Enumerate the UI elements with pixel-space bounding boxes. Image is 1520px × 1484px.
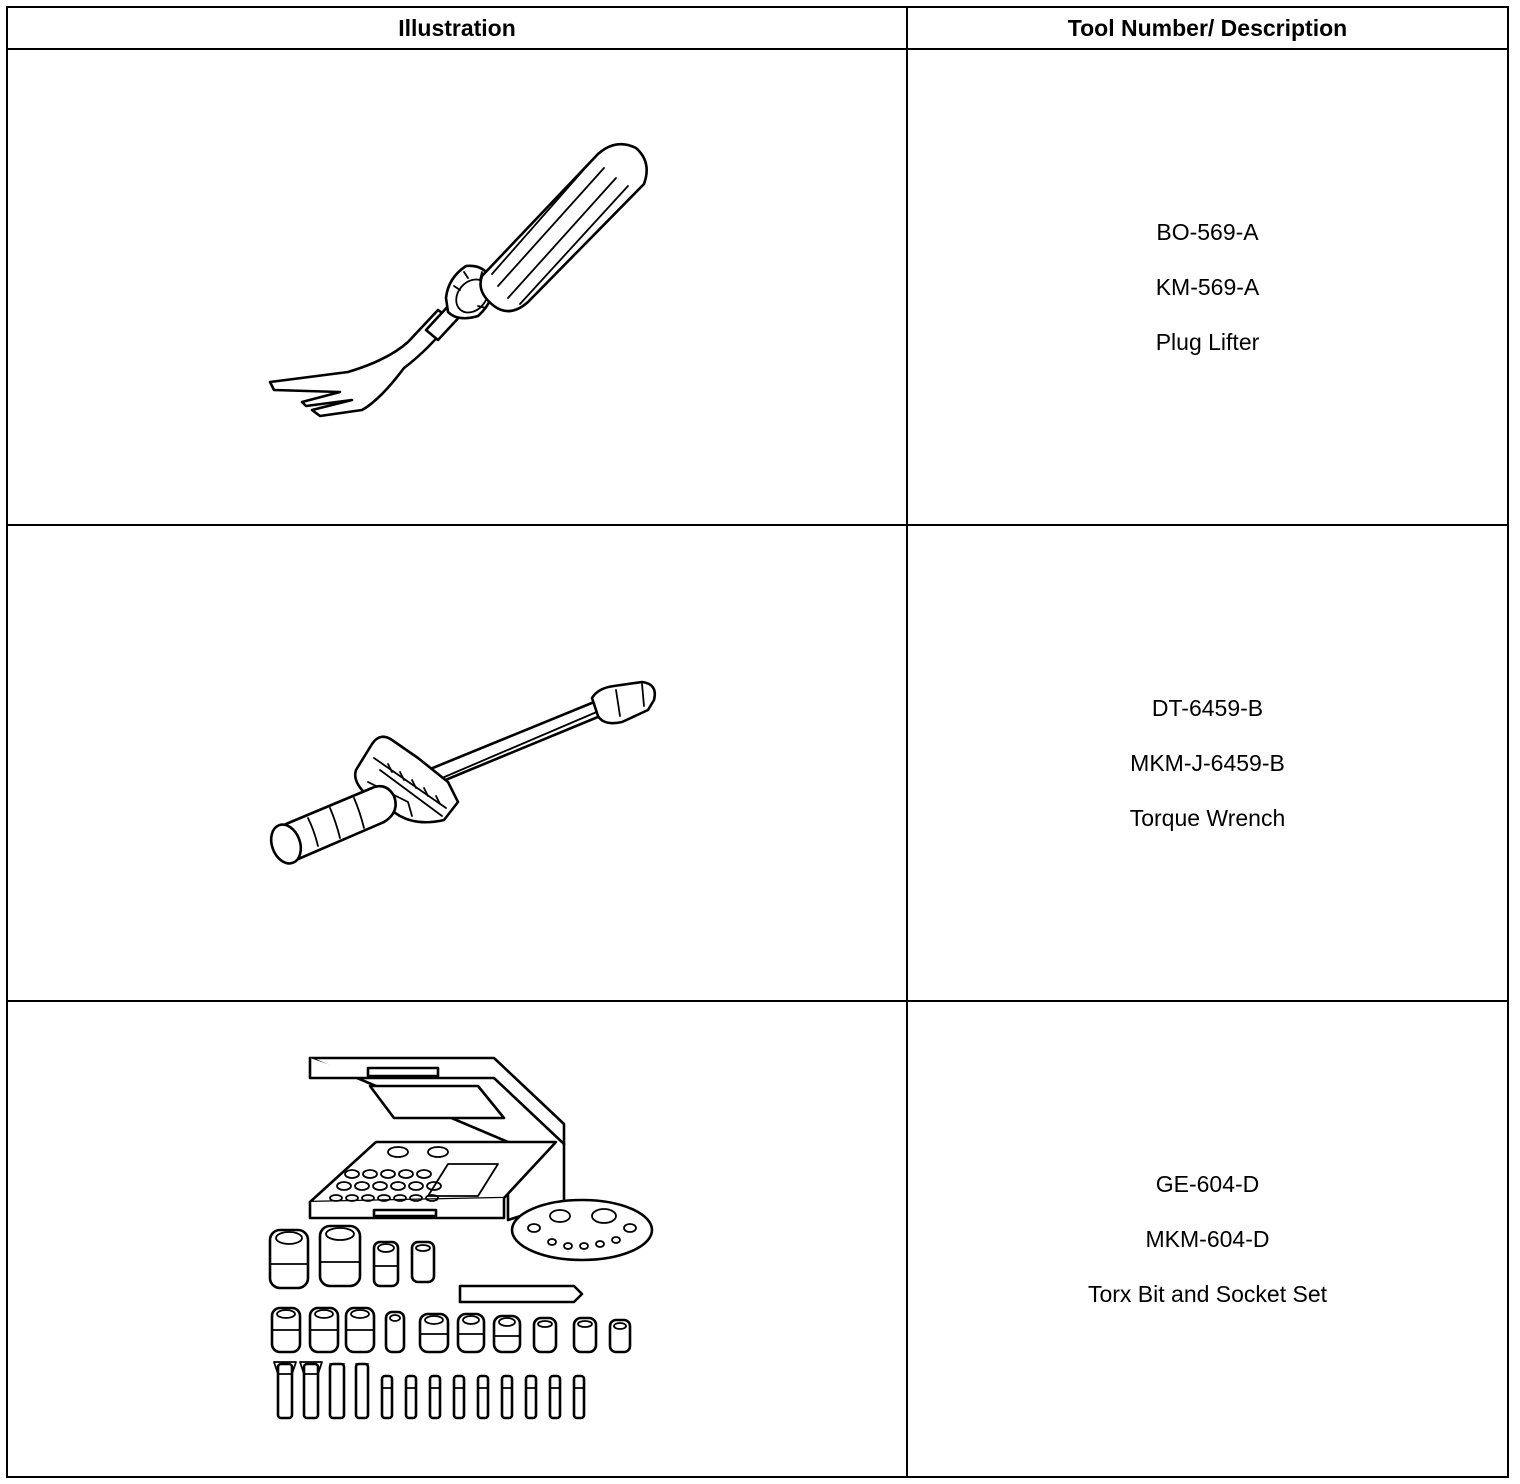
tool-description: Torx Bit and Socket Set (1087, 1280, 1328, 1307)
tool-number-primary: DT-6459-B (1151, 694, 1264, 721)
plug-lifter-icon (8, 50, 908, 524)
tool-description-header: Tool Number/ Description (907, 7, 1508, 49)
tool-description: Torque Wrench (1129, 804, 1286, 831)
illustration-header: Illustration (7, 7, 907, 49)
tool-number-secondary: MKM-604-D (1145, 1225, 1270, 1252)
tool-table (6, 6, 1509, 1478)
illustration-cell (7, 525, 907, 1001)
illustration-cell (7, 1001, 907, 1477)
table-row (7, 1001, 1508, 1477)
tool-description-cell (907, 49, 1508, 525)
tool-description-cell (907, 525, 1508, 1001)
torque-wrench-icon (8, 526, 908, 1000)
tool-number-primary: GE-604-D (1155, 1170, 1260, 1197)
table-row (7, 525, 1508, 1001)
torx-socket-set-icon (8, 1002, 908, 1476)
illustration-cell (7, 49, 907, 525)
table-header-row (7, 7, 1508, 49)
tool-description: Plug Lifter (1155, 328, 1260, 355)
tool-number-secondary: KM-569-A (1155, 273, 1260, 300)
table-row (7, 49, 1508, 525)
tool-description-cell (907, 1001, 1508, 1477)
tool-number-primary: BO-569-A (1156, 218, 1259, 245)
tool-number-secondary: MKM-J-6459-B (1130, 749, 1285, 776)
